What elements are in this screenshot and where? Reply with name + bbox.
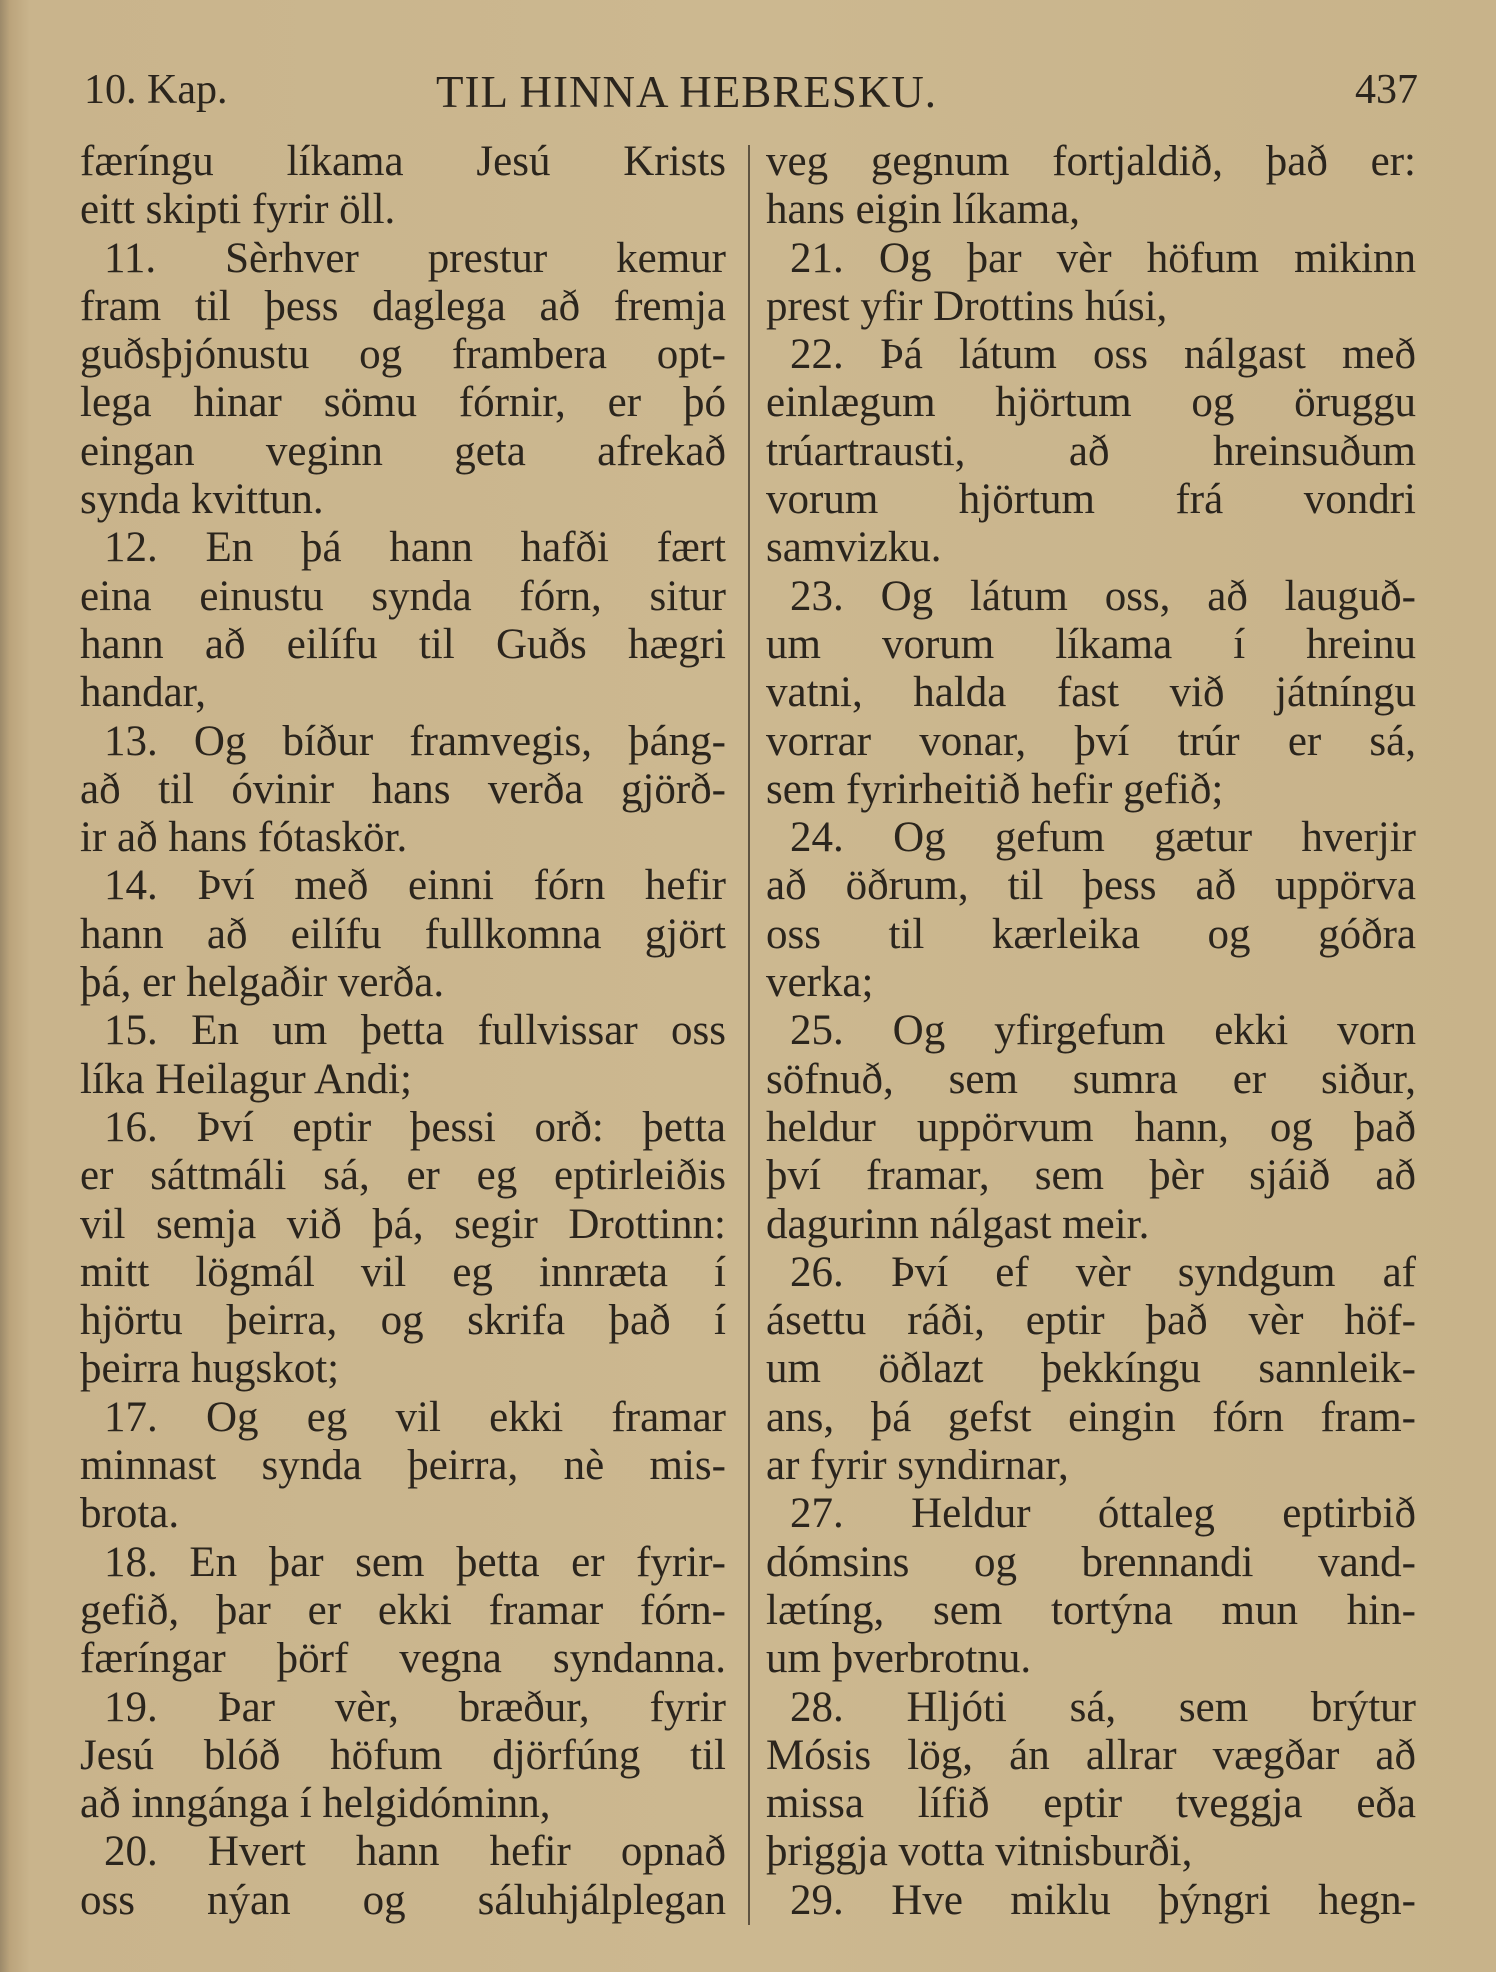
- verse-line: 18. En þar sem þetta er fyrir-: [104, 1538, 726, 1586]
- text-line: hann að eilífu til Guðs hægri: [80, 620, 726, 668]
- text-line: þá, er helgaðir verða.: [80, 959, 445, 1007]
- text-line: þeirra hugskot;: [80, 1345, 340, 1393]
- text-line: líka Heilagur Andi;: [80, 1055, 412, 1103]
- verse-line: 13. Og bíður framvegis, þáng-: [104, 717, 726, 765]
- text-line: verka;: [766, 959, 874, 1007]
- verse-line: 11. Sèrhver prestur kemur: [104, 234, 726, 282]
- text-line: vatni, halda fast við játníngu: [766, 669, 1416, 717]
- text-line: lega hinar sömu fórnir, er þó: [80, 379, 726, 427]
- text-line: eingan veginn geta afrekað: [80, 427, 726, 475]
- text-line: brota.: [80, 1490, 180, 1538]
- verse-line: 22. Þá látum oss nálgast með: [790, 331, 1416, 379]
- verse-line: 23. Og látum oss, að lauguð-: [790, 572, 1416, 620]
- text-line: um vorum líkama í hreinu: [766, 620, 1416, 668]
- text-line: vil semja við þá, segir Drottinn:: [80, 1200, 726, 1248]
- text-line: um öðlazt þekkíngu sannleik-: [766, 1345, 1416, 1393]
- right-column: [766, 138, 1416, 1925]
- text-line: fram til þess daglega að fremja: [80, 282, 726, 330]
- verse-line: 24. Og gefum gætur hverjir: [790, 814, 1416, 862]
- verse-line: 16. Því eptir þessi orð: þetta: [104, 1103, 726, 1151]
- text-line: missa lífið eptir tveggja eða: [766, 1780, 1416, 1828]
- text-line: ir að hans fótaskör.: [80, 814, 408, 862]
- text-line: sem fyrirheitið hefir gefið;: [766, 765, 1224, 813]
- text-line: mitt lögmál vil eg innræta í: [80, 1248, 726, 1296]
- text-line: færíngu líkama Jesú Krists: [80, 138, 726, 185]
- verse-line: 26. Því ef vèr syndgum af: [790, 1248, 1416, 1296]
- text-line: að öðrum, til þess að uppörva: [766, 862, 1416, 910]
- text-line: vorrar vonar, því trúr er sá,: [766, 717, 1416, 765]
- text-line: einlægum hjörtum og öruggu: [766, 379, 1416, 427]
- text-line: hann að eilífu fullkomna gjört: [80, 910, 726, 958]
- text-line: gefið, þar er ekki framar fórn-: [80, 1586, 726, 1634]
- page-number: 437: [1355, 67, 1418, 113]
- text-line: Jesú blóð höfum djörfúng til: [80, 1731, 726, 1779]
- chapter-label: 10. Kap.: [84, 67, 228, 113]
- text-line: ans, þá gefst eingin fórn fram-: [766, 1393, 1416, 1441]
- text-line: er sáttmáli sá, er eg eptirleiðis: [80, 1152, 726, 1200]
- text-line: söfnuð, sem sumra er siður,: [766, 1055, 1416, 1103]
- running-title: TIL HINNA HEBRESKU.: [436, 67, 938, 117]
- text-line: synda kvittun.: [80, 476, 324, 524]
- text-line: lætíng, sem tortýna mun hin-: [766, 1586, 1416, 1634]
- text-line: trúartrausti, að hreinsuðum: [766, 427, 1416, 475]
- text-line: eitt skipti fyrir öll.: [80, 186, 396, 234]
- text-line: ar fyrir syndirnar,: [766, 1442, 1069, 1490]
- text-line: þriggja votta vitnisburði,: [766, 1828, 1193, 1876]
- verse-line: 12. En þá hann hafði fært: [104, 524, 726, 572]
- text-line: dómsins og brennandi vand-: [766, 1538, 1416, 1586]
- text-line: dagurinn nálgast meir.: [766, 1200, 1150, 1248]
- running-header: [84, 66, 1418, 122]
- text-line: hjörtu þeirra, og skrifa það í: [80, 1297, 726, 1345]
- verse-line: 19. Þar vèr, bræður, fyrir: [104, 1683, 726, 1731]
- column-divider: [748, 145, 750, 1925]
- text-line: að inngánga í helgidóminn,: [80, 1780, 551, 1828]
- verse-line: 27. Heldur óttaleg eptirbið: [790, 1490, 1416, 1538]
- verse-line: 15. En um þetta fullvissar oss: [104, 1007, 726, 1055]
- text-line: færíngar þörf vegna syndanna.: [80, 1635, 726, 1683]
- text-line: hans eigin líkama,: [766, 186, 1081, 234]
- text-line: guðsþjónustu og frambera opt-: [80, 331, 726, 379]
- left-column: [80, 138, 726, 1925]
- text-line: handar,: [80, 669, 207, 717]
- verse-line: 25. Og yfirgefum ekki vorn: [790, 1007, 1416, 1055]
- verse-line: 14. Því með einni fórn hefir: [104, 862, 726, 910]
- text-line: oss nýan og sáluhjálplegan: [80, 1876, 726, 1924]
- text-line: samvizku.: [766, 524, 942, 572]
- text-line: eina einustu synda fórn, situr: [80, 572, 726, 620]
- text-line: prest yfir Drottins húsi,: [766, 282, 1168, 330]
- verse-line: 29. Hve miklu þýngri hegn-: [790, 1876, 1416, 1924]
- verse-line: 20. Hvert hann hefir opnað: [104, 1828, 726, 1876]
- verse-line: 17. Og eg vil ekki framar: [104, 1393, 726, 1441]
- text-line: minnast synda þeirra, nè mis-: [80, 1442, 726, 1490]
- text-line: heldur uppörvum hann, og það: [766, 1103, 1416, 1151]
- text-line: um þverbrotnu.: [766, 1635, 1032, 1683]
- text-line: ásettu ráði, eptir það vèr höf-: [766, 1297, 1416, 1345]
- text-line: oss til kærleika og góðra: [766, 910, 1416, 958]
- text-line: að til óvinir hans verða gjörð-: [80, 765, 726, 813]
- verse-line: 28. Hljóti sá, sem brýtur: [790, 1683, 1416, 1731]
- text-line: vorum hjörtum frá vondri: [766, 476, 1416, 524]
- text-line: Mósis lög, án allrar vægðar að: [766, 1731, 1416, 1779]
- verse-line: 21. Og þar vèr höfum mikinn: [790, 234, 1416, 282]
- text-line: veg gegnum fortjaldið, það er:: [766, 138, 1416, 185]
- text-line: því framar, sem þèr sjáið að: [766, 1152, 1416, 1200]
